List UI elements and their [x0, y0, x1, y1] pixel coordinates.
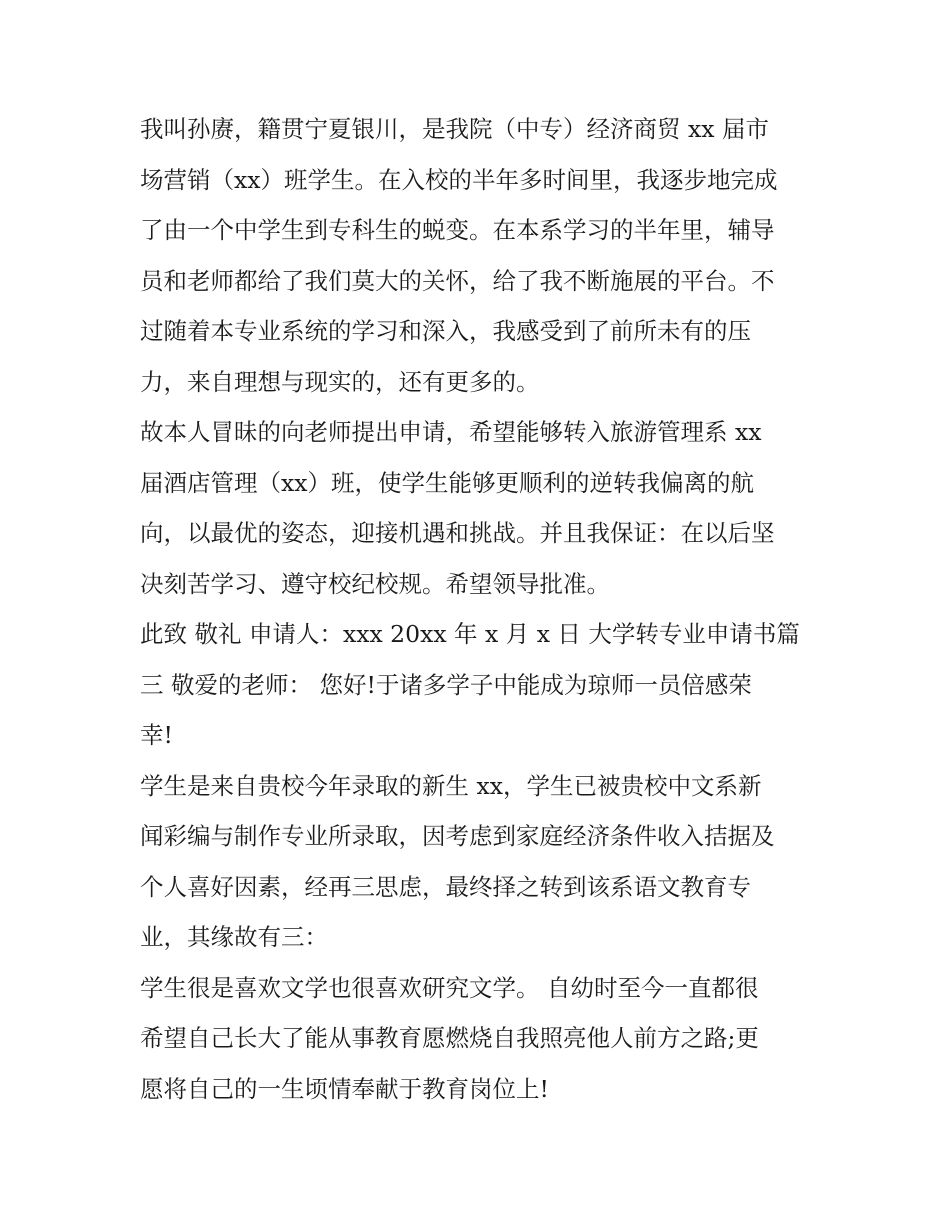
text-line: 学生是来自贵校今年录取的新生 xx，学生已被贵校中文系新	[140, 771, 762, 800]
text-line: 员和老师都给了我们莫大的关怀，给了我不断施展的平台。不	[140, 266, 775, 295]
paragraph-closing-and-heading	[140, 609, 820, 761]
text-line: 过随着本专业系统的学习和深入，我感受到了前所未有的压	[140, 317, 751, 345]
document-body	[140, 104, 820, 1114]
text-line: 向，以最优的姿态，迎接机遇和挑战。并且我保证：在以后坚	[140, 519, 775, 547]
text-line: 决刻苦学习、遵守校纪校规。希望领导批准。	[140, 569, 610, 598]
paragraph-student-background	[140, 761, 820, 963]
paragraph-transfer-request	[140, 407, 820, 609]
text-line: 力，来自理想与现实的，还有更多的。	[140, 367, 540, 396]
paragraph-reason-one	[140, 963, 820, 1115]
text-line: 希望自己长大了能从事教育愿燃烧自我照亮他人前方之路;更	[140, 1024, 759, 1052]
text-line: 场营销（xx）班学生。在入校的半年多时间里，我逐步地完成	[140, 165, 778, 194]
paragraph-self-introduction	[140, 104, 820, 407]
text-line: 三 敬爱的老师： 您好!于诸多学子中能成为琼师一员倍感荣	[140, 670, 752, 699]
text-line: 故本人冒昧的向老师提出申请，希望能够转入旅游管理系 xx	[140, 418, 762, 446]
text-line: 幸!	[140, 721, 173, 749]
text-line: 业，其缘故有三：	[140, 923, 328, 951]
text-line: 闻彩编与制作专业所录取，因考虑到家庭经济条件收入拮据及	[140, 822, 775, 850]
text-line: 学生很是喜欢文学也很喜欢研究文学。 自幼时至今一直都很	[140, 973, 759, 1002]
text-line: 愿将自己的一生顷情奉献于教育岗位上!	[140, 1074, 549, 1103]
text-line: 我叫孙赓，籍贯宁夏银川，是我院（中专）经济商贸 xx 届市	[140, 115, 769, 143]
text-line: 个人喜好因素，经再三思虑，最终择之转到该系语文教育专	[140, 872, 751, 901]
text-line: 了由一个中学生到专科生的蜕变。在本系学习的半年里，辅导	[140, 216, 775, 244]
text-line: 此致 敬礼 申请人：xxx 20xx 年 x 月 x 日 大学转专业申请书篇	[140, 620, 800, 648]
text-line: 届酒店管理（xx）班，使学生能够更顺利的逆转我偏离的航	[140, 468, 755, 497]
